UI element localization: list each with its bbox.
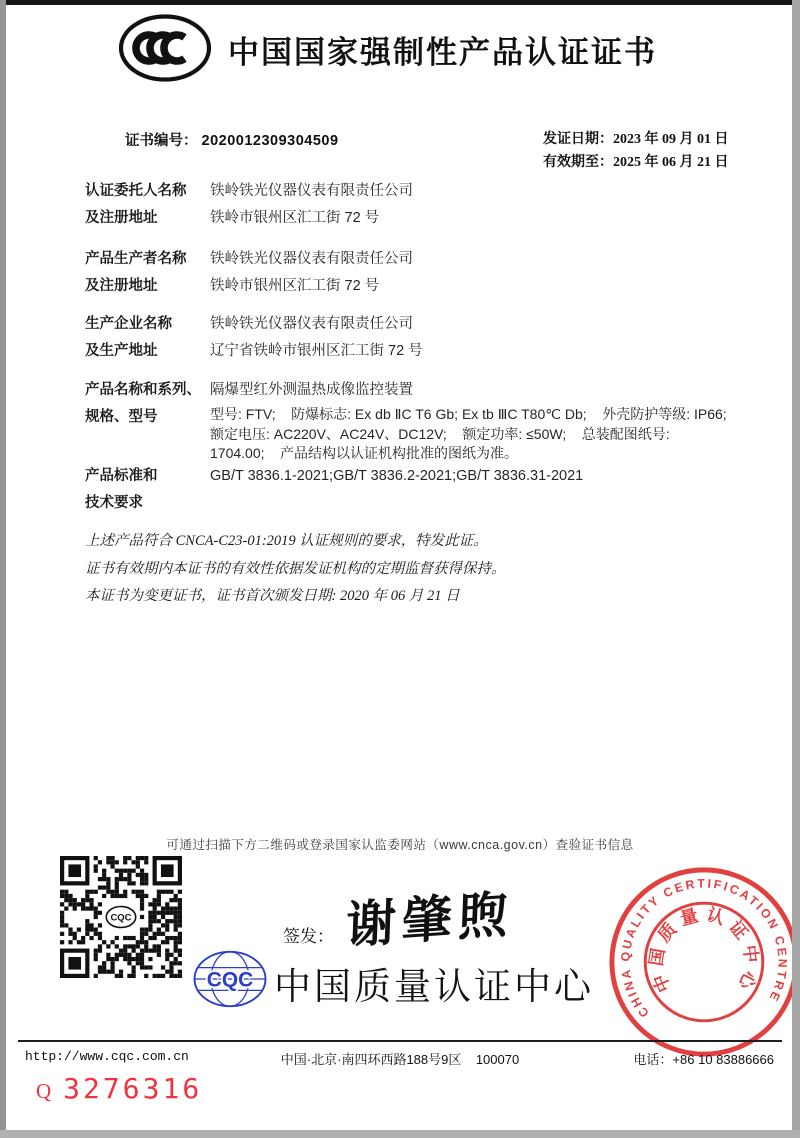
issue-date: 发证日期：2023 年 09 月 01 日 bbox=[543, 132, 729, 147]
product-label-line2: 规格、型号 bbox=[85, 409, 158, 425]
producer-label-line2: 及注册地址 bbox=[85, 278, 158, 294]
serial-number bbox=[36, 1072, 202, 1105]
producer-name: 铁岭铁光仪器仪表有限责任公司 bbox=[210, 251, 413, 267]
statement-2: 证书有效期内本证书的有效性依据发证机构的定期监督获得保持。 bbox=[85, 560, 506, 577]
product-spec: 型号: FTV; 防爆标志: Ex db ⅡC T6 Gb; Ex tb ⅢC T80℃ Db; 外壳防护等级: IP66; 额定电压: AC220V、AC24V、DC12V; 额定功率: ≤50W; 总装配图纸号: 1704.00; 产品结构以认证机构批准的图纸为准。 bbox=[210, 406, 743, 461]
ccc-mark-icon bbox=[118, 13, 212, 83]
product-label-line1: 产品名称和系列、 bbox=[85, 382, 201, 398]
factory-label-line2: 及生产地址 bbox=[85, 343, 158, 359]
qr-code-icon bbox=[60, 856, 182, 978]
svg-text:CHINA QUALITY CERTIFICATION bbox=[618, 876, 789, 1020]
statements-block bbox=[85, 528, 705, 611]
applicant-label-line1: 认证委托人名称 bbox=[85, 183, 187, 199]
certificate-dates bbox=[543, 128, 729, 174]
product-name: 隔爆型红外测温热成像监控装置 bbox=[210, 382, 413, 398]
factory-address: 辽宁省铁岭市银州区汇工街 72 号 bbox=[210, 343, 423, 359]
footer-divider bbox=[18, 1040, 782, 1042]
seal-inner-text: 中国质量认证中心 bbox=[645, 903, 763, 998]
sign-label: 签发： bbox=[283, 927, 334, 946]
applicant-address: 铁岭市银州区汇工街 72 号 bbox=[210, 210, 380, 226]
expiry-date: 有效期至：2025 年 06 月 21 日 bbox=[543, 155, 729, 170]
certificate-number-label: 证书编号： bbox=[125, 133, 198, 149]
scan-edge-right bbox=[792, 0, 800, 1138]
seal-outer-text: CHINA QUALITY CERTIFICATION CENTRE bbox=[618, 876, 790, 1020]
standards-label-line1: 产品标准和 bbox=[85, 468, 158, 484]
certificate-number-row bbox=[125, 129, 339, 150]
factory-name: 铁岭铁光仪器仪表有限责任公司 bbox=[210, 316, 413, 332]
applicant-name: 铁岭铁光仪器仪表有限责任公司 bbox=[210, 183, 413, 199]
red-seal-icon bbox=[606, 864, 800, 1060]
scan-edge-top bbox=[0, 0, 800, 5]
producer-address: 铁岭市银州区汇工街 72 号 bbox=[210, 278, 380, 294]
svg-text:CQC: CQC bbox=[110, 912, 132, 924]
scan-edge-left bbox=[0, 0, 6, 1138]
svg-text:中国质量认证中心 bbox=[646, 903, 763, 998]
standards-label-line2: 技术要求 bbox=[85, 495, 143, 511]
footer-phone: 电话：+86 10 83886666 bbox=[633, 1052, 774, 1067]
page-title: 中国国家强制性产品认证证书 bbox=[228, 35, 657, 70]
serial-digits: 3276316 bbox=[63, 1072, 203, 1105]
qr-verification-note: 可通过扫描下方二维码或登录国家认监委网站（www.cnca.gov.cn）查验证书信息 bbox=[166, 838, 634, 852]
serial-prefix: Q bbox=[36, 1079, 52, 1103]
applicant-label-line2: 及注册地址 bbox=[85, 210, 158, 226]
statement-3: 本证书为变更证书，证书首次颁发日期: 2020 年 06 月 21 日 bbox=[85, 588, 460, 604]
scan-edge-bottom bbox=[0, 1130, 800, 1138]
footer-website: http://www.cqc.com.cn bbox=[25, 1049, 189, 1064]
issuer-name: 中国质量认证中心 bbox=[274, 966, 594, 1007]
producer-label-line1: 产品生产者名称 bbox=[85, 251, 187, 267]
signature-handwriting: 谢肇煦 bbox=[345, 886, 515, 955]
cqc-globe-icon bbox=[192, 948, 268, 1010]
cqc-logo-text: CQC bbox=[206, 968, 254, 992]
factory-label-line1: 生产企业名称 bbox=[85, 316, 172, 332]
statement-1: 上述产品符合 CNCA-C23-01:2019 认证规则的要求，特发此证。 bbox=[85, 533, 488, 549]
standards-value: GB/T 3836.1-2021;GB/T 3836.2-2021;GB/T 3836.31-2021 bbox=[210, 468, 584, 484]
certificate-number-value: 2020012309304509 bbox=[201, 133, 339, 149]
footer-address: 中国·北京·南四环西路188号9区 100070 bbox=[280, 1052, 520, 1067]
